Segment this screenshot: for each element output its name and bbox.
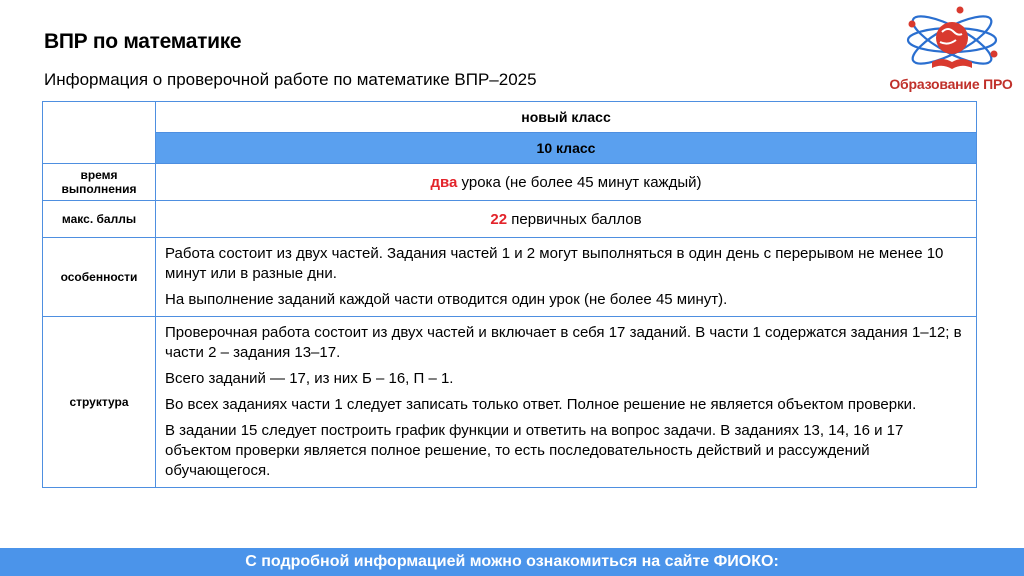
score-highlight: 22 (490, 210, 508, 228)
table-corner-cell (43, 102, 156, 164)
logo-text: Образование ПРО (889, 76, 1013, 92)
row-label-features: особенности (43, 238, 156, 317)
header-new-class: новый класс (156, 102, 977, 133)
table-row (43, 238, 977, 317)
footer-banner: С подробной информацией можно ознакомиться на сайте ФИОКО: (0, 548, 1024, 576)
page-title: ВПР по математике (44, 30, 242, 53)
row-value-time (156, 164, 977, 201)
row-label-max-score: макс. баллы (43, 201, 156, 238)
row-value-max-score (156, 201, 977, 238)
table-header-row (43, 102, 977, 133)
table-header-row (43, 133, 977, 164)
row-value-features (156, 238, 977, 317)
row-label-time: время выполнения (43, 164, 156, 201)
structure-paragraph: Во всех заданиях части 1 следует записать только ответ. Полное решение не является объектом проверки. (165, 396, 917, 413)
table-row (43, 164, 977, 201)
info-table (42, 101, 977, 488)
table-row (43, 317, 977, 488)
table-row (43, 201, 977, 238)
features-paragraph: На выполнение заданий каждой части отводится один урок (не более 45 минут). (165, 291, 728, 308)
time-highlight: два (430, 173, 458, 191)
structure-paragraph: Проверочная работа состоит из двух частей и включает в себя 17 заданий. В части 1 содержатся задания 1–12; в части 2 – задания 13–17. (165, 324, 962, 361)
header-grade: 10 класс (156, 133, 977, 164)
row-label-structure: структура (43, 317, 156, 488)
structure-paragraph: В задании 15 следует построить график функции и ответить на вопрос задачи. В заданиях 13, 14, 16 и 17 объектом проверки является полное решение, то есть последовательность действий и рассуждений обучающегося. (165, 422, 904, 479)
page-subtitle: Информация о проверочной работе по математике ВПР–2025 (44, 70, 537, 89)
features-paragraph: Работа состоит из двух частей. Задания частей 1 и 2 могут выполняться в один день с перерывом не менее 10 минут или в разные дни. (165, 245, 944, 282)
time-rest: урока (не более 45 минут каждый) (457, 173, 702, 191)
row-value-structure (156, 317, 977, 488)
structure-paragraph: Всего заданий — 17, из них Б – 16, П – 1. (165, 370, 454, 387)
score-rest: первичных баллов (507, 210, 642, 228)
